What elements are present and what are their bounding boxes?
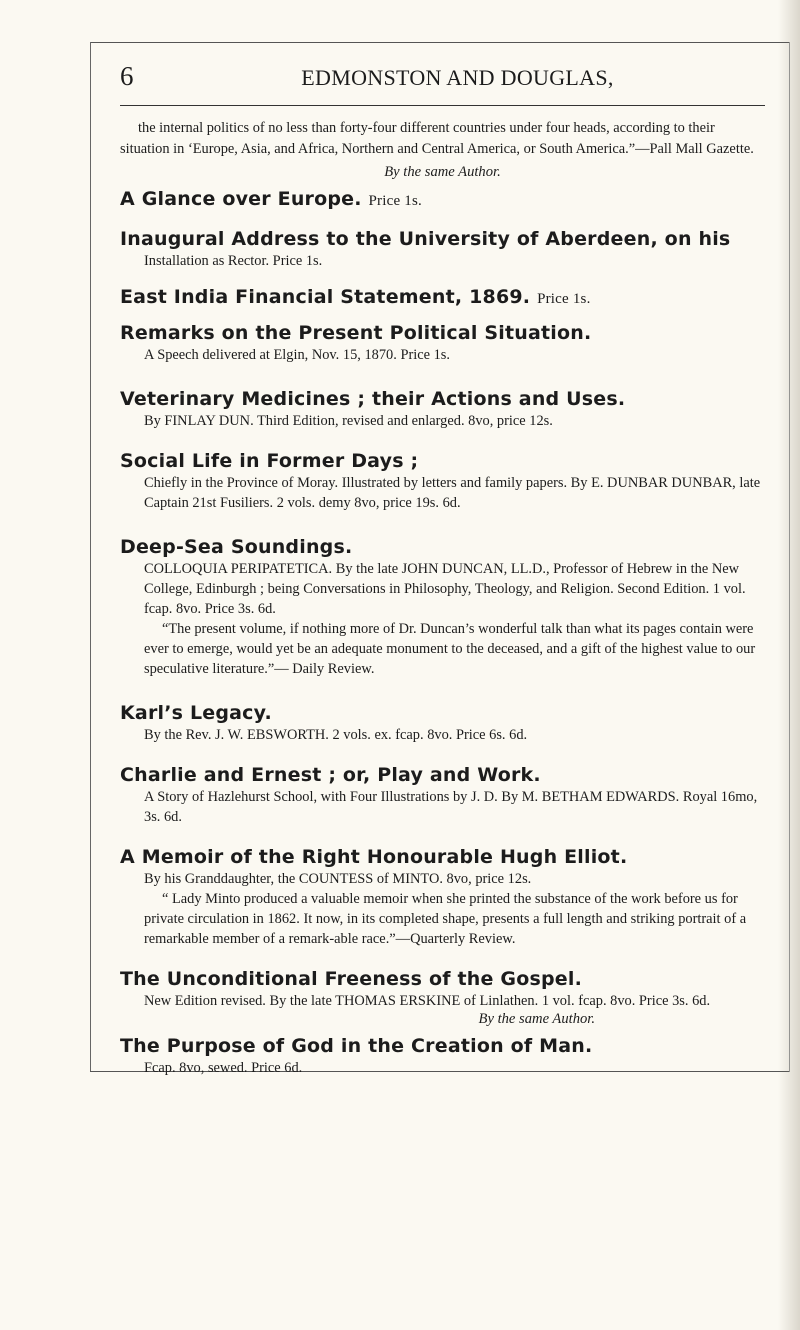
entry-title-east-india: East India Financial Statement, 1869. Price 1s. xyxy=(120,286,591,308)
header-rule xyxy=(120,105,765,106)
entry-title-memoir-hugh-elliot: A Memoir of the Right Honourable Hugh Elliot. xyxy=(120,846,628,868)
running-head xyxy=(120,55,765,95)
entry-title-veterinary-medicines: Veterinary Medicines ; their Actions and Uses. xyxy=(120,388,626,410)
entry-title-remarks: Remarks on the Present Political Situation. xyxy=(120,322,592,344)
entry-title-karls-legacy: Karl’s Legacy. xyxy=(120,702,272,724)
entry-title-glance-over-europe: A Glance over Europe. Price 1s. xyxy=(120,188,422,210)
entry-detail-memoir-hugh-elliot: By his Granddaughter, the COUNTESS of MINTO. 8vo, price 12s. xyxy=(144,871,532,887)
entry-detail-karls-legacy: By the Rev. J. W. EBSWORTH. 2 vols. ex. fcap. 8vo. Price 6s. 6d. xyxy=(144,727,528,743)
entry-title-inaugural-address: Inaugural Address to the University of Aberdeen, on his xyxy=(120,228,731,250)
entry-detail-inaugural-address: Installation as Rector. Price 1s. xyxy=(144,253,323,269)
frame-left-rule xyxy=(90,42,91,1072)
page-number: 6 xyxy=(120,61,134,91)
entry-title-deep-sea-soundings: Deep-Sea Soundings. xyxy=(120,536,353,558)
frame-top-rule xyxy=(90,42,790,43)
entry-detail-remarks: A Speech delivered at Elgin, Nov. 15, 1870. Price 1s. xyxy=(144,347,451,363)
entry-detail-purpose-of-god: Fcap. 8vo, sewed. Price 6d. xyxy=(144,1060,303,1076)
entry-price: Price 1s. xyxy=(368,193,422,209)
running-title: EDMONSTON AND DOUGLAS, xyxy=(301,65,614,90)
entry-detail-veterinary-medicines: By FINLAY DUN. Third Edition, revised and enlarged. 8vo, price 12s. xyxy=(144,413,553,429)
entry-quote-deep-sea-soundings: “The present volume, if nothing more of Dr. Duncan’s wonderful talk than what its pages contain were ever to emerge, would yet be an adequate monument to the deceased, and a gift of the highest value to our speculative literature.”— Daily Review. xyxy=(144,621,756,677)
entry-title-social-life: Social Life in Former Days ; xyxy=(120,450,419,472)
entry-title-purpose-of-god: The Purpose of God in the Creation of Man. xyxy=(120,1035,593,1057)
intro-text: the internal politics of no less than forty-four different countries under four heads, according to their situation in ‘Europe, Asia, and Africa, Northern and Central America, or South America.”—Pall Mall Gazette. xyxy=(120,120,754,157)
entry-detail-social-life: Chiefly in the Province of Moray. Illustrated by letters and family papers. By E. DUNBAR DUNBAR, late Captain 21st Fusiliers. 2 vols. demy 8vo, price 19s. 6d. xyxy=(144,475,761,511)
intro-byline: By the same Author. xyxy=(384,164,501,180)
entry-quote-memoir-hugh-elliot: “ Lady Minto produced a valuable memoir when she printed the substance of the work before us for private circulation in 1862. It now, in its completed shape, presents a full length and striking portrait of a remarkable member of a remark-able race.”—Quarterly Review. xyxy=(144,891,747,947)
entry-detail-unconditional-freeness: New Edition revised. By the late THOMAS ERSKINE of Linlathen. 1 vol. fcap. 8vo. Price 3s. 6d. xyxy=(144,993,711,1009)
entry-price: Price 1s. xyxy=(537,291,591,307)
entry-title-unconditional-freeness: The Unconditional Freeness of the Gospel. xyxy=(120,968,582,990)
entry-detail-deep-sea-soundings: COLLOQUIA PERIPATETICA. By the late JOHN DUNCAN, LL.D., Professor of Hebrew in the New College, Edinburgh ; being Conversations in Philosophy, Theology, and Religion. Second Edition. 1 vol. fcap. 8vo. Price 3s. 6d. xyxy=(144,561,746,617)
entry-byline-unconditional-freeness: By the same Author. xyxy=(478,1011,595,1027)
page-edge-shadow xyxy=(778,0,800,1330)
entry-detail-charlie-and-ernest: A Story of Hazlehurst School, with Four Illustrations by J. D. By M. BETHAM EDWARDS. Royal 16mo, 3s. 6d. xyxy=(144,789,758,825)
page-content xyxy=(120,55,765,1078)
entry-title-charlie-and-ernest: Charlie and Ernest ; or, Play and Work. xyxy=(120,764,541,786)
